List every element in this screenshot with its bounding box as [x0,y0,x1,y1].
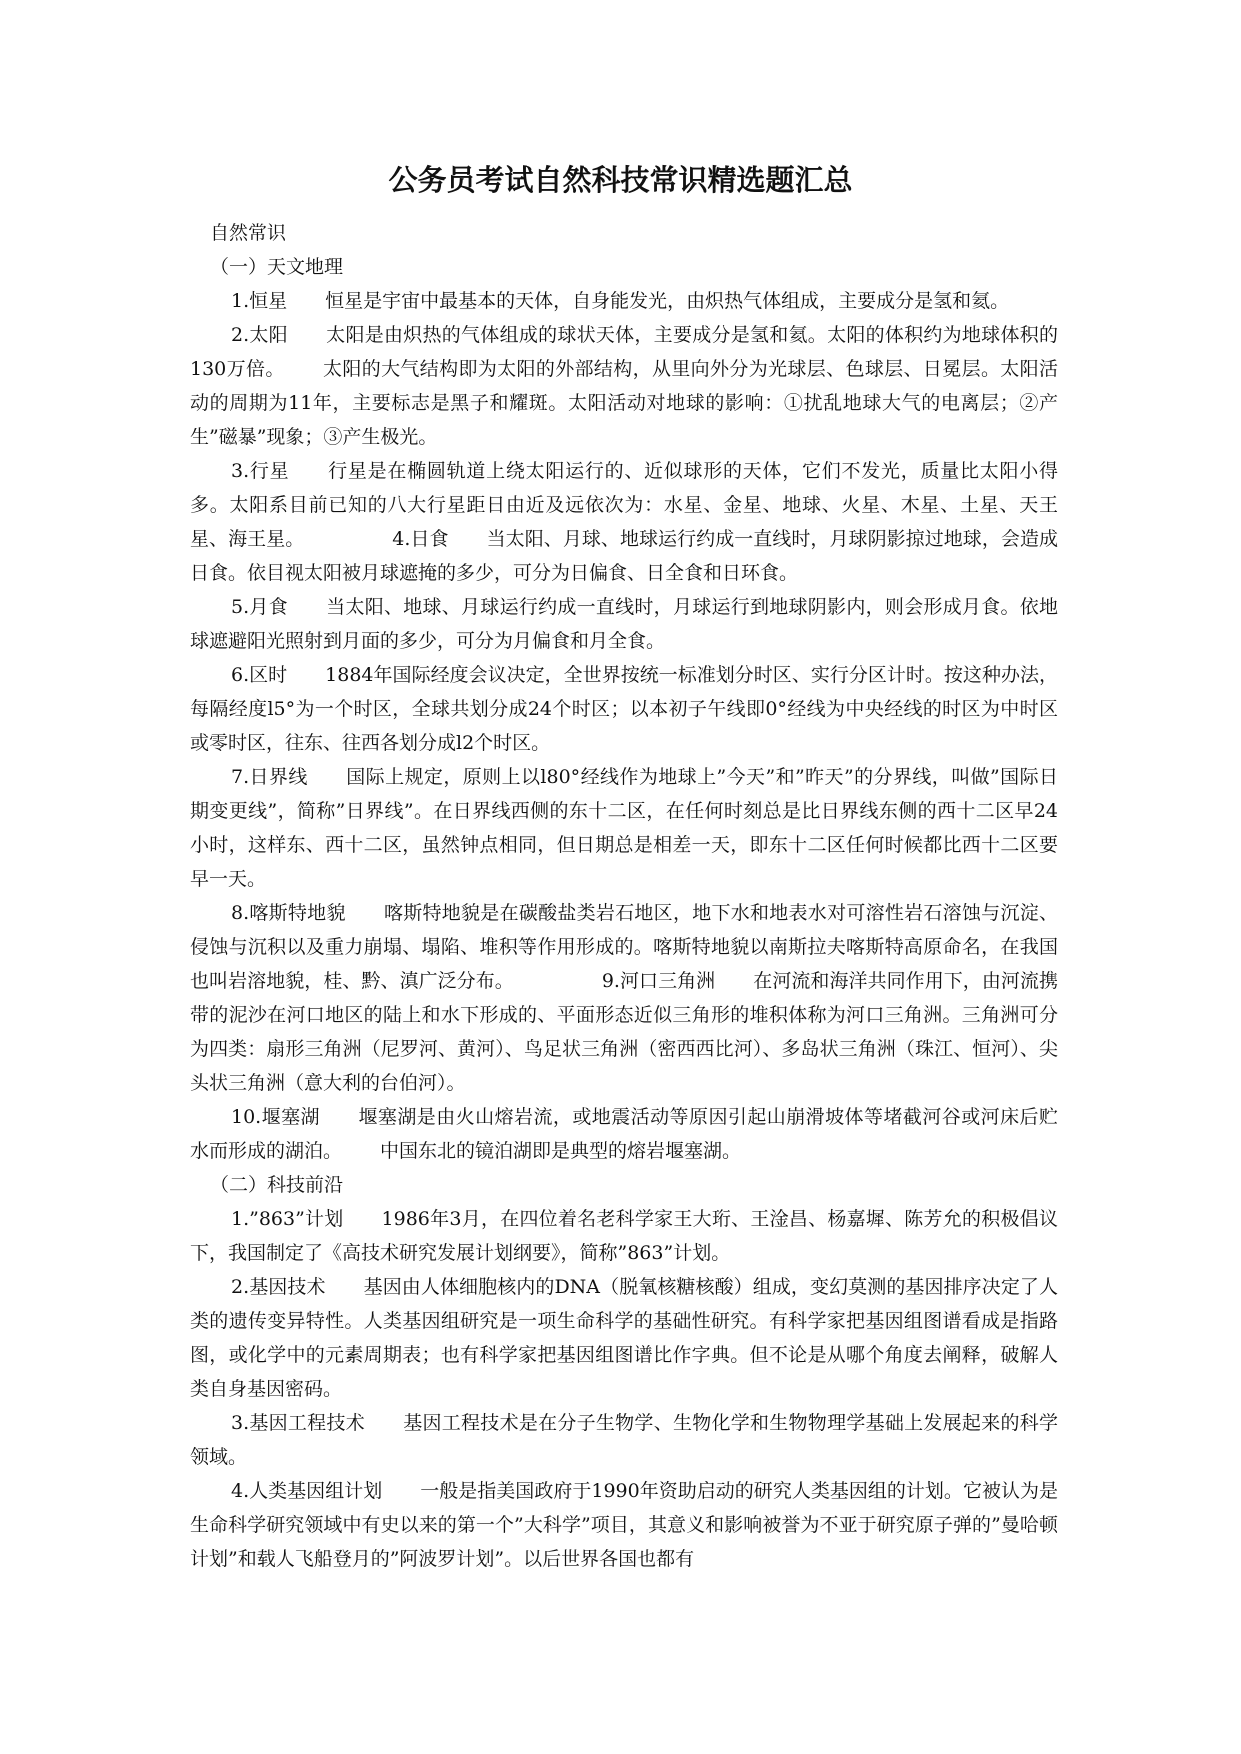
entry-paragraph [190,318,1058,454]
entry-head: 4.人类基因组计划 [231,1480,383,1502]
entry-text: 1884年国际经度会议决定，全世界按统一标准划分时区、实行分区计时。按这种办法，每隔经度l5°为一个时区，全球共划分成24个时区；以本初子午线即0°经线为中央经线的时区为中时区或零时区，往东、往西各划分成l2个时区。 [190,664,1058,754]
entry-text: 基因由人体细胞核内的DNA（脱氧核糖核酸）组成，变幻莫测的基因排序决定了人类的遗传变异特性。人类基因组研究是一项生命科学的基础性研究。有科学家把基因组图谱看成是指路图，或化学中的元素周期表；也有科学家把基因组图谱比作字典。但不论是从哪个角度去阐释，破解人类自身基因密码。 [190,1276,1058,1400]
entry-head: 8.喀斯特地貌 [231,902,346,924]
entry-head: 4.日食 [392,528,449,550]
entry-paragraph [190,1474,1058,1576]
entry-head: 10.堰塞湖 [231,1106,320,1128]
entry-head: 6.区时 [231,664,288,686]
entry-paragraph [190,896,1058,1100]
entry-text: 中国东北的镜泊湖即是典型的熔岩堰塞湖。 [380,1140,742,1162]
entry-text: 太阳的大气结构即为太阳的外部结构，从里向外分为光球层、色球层、日冕层。太阳活动的周期为11年，主要标志是黑子和耀斑。太阳活动对地球的影响：①扰乱地球大气的电离层；②产生”磁暴”现象；③产生极光。 [190,358,1058,448]
entry-paragraph [190,1100,1058,1168]
entry-head: 9.河口三角洲 [601,970,716,992]
entry-paragraph [190,1406,1058,1474]
entry-text: 喀斯特地貌是在碳酸盐类岩石地区，地下水和地表水对可溶性岩石溶蚀与沉淀、侵蚀与沉积以及重力崩塌、塌陷、堆积等作用形成的。喀斯特地貌以南斯拉夫喀斯特高原命名，在我国也叫岩溶地貌，桂、黔、滇广泛分布。 [190,902,1058,992]
entry-text: 堰塞湖是由火山熔岩流，或地震活动等原因引起山崩滑坡体等堵截河谷或河床后贮水而形成的湖泊。 [190,1106,1058,1162]
entry-paragraph [190,1270,1058,1406]
entry-head: 3.行星 [231,460,290,482]
entry-paragraph [190,1202,1058,1270]
entry-text: 一般是指美国政府于1990年资助启动的研究人类基因组的计划。它被认为是生命科学研究领域中有史以来的第一个”大科学”项目，其意义和影响被誉为不亚于研究原子弹的”曼哈顿计划”和载人飞船登月的”阿波罗计划”。以后世界各国也都有 [190,1480,1058,1570]
entry-text: 1986年3月，在四位着名老科学家王大珩、王淦昌、杨嘉墀、陈芳允的积极倡议下，我国制定了《高技术研究发展计划纲要》，简称”863”计划。 [190,1208,1058,1264]
entry-head: 1.”863”计划 [231,1208,344,1230]
entry-head: 2.太阳 [231,324,288,346]
entry-text: 太阳是由炽热的气体组成的球状天体，主要成分是氢和氦。太阳的体积约为地球体积的130万倍。 [190,324,1058,380]
entry-text: 当太阳、地球、月球运行约成一直线时，月球运行到地球阴影内，则会形成月食。依地球遮避阳光照射到月面的多少，可分为月偏食和月全食。 [190,596,1058,652]
entry-paragraph [190,454,1058,590]
entry-paragraph [190,590,1058,658]
entry-head: 5.月食 [231,596,288,618]
entry-paragraph [190,658,1058,760]
page-title: 公务员考试自然科技常识精选题汇总 [388,163,853,197]
entry-head: 7.日界线 [231,766,308,788]
subsection-heading: （一）天文地理 [210,256,344,278]
entry-paragraph [190,760,1058,896]
entry-text: 基因工程技术是在分子生物学、生物化学和生物物理学基础上发展起来的科学领域。 [190,1412,1058,1468]
document-body [190,216,1058,1576]
section-heading: 自然常识 [210,222,287,244]
entry-text: 恒星是宇宙中最基本的天体，自身能发光，由炽热气体组成，主要成分是氢和氦。 [325,290,1010,312]
subsection-heading: （二）科技前沿 [210,1174,344,1196]
entry-head: 2.基因技术 [231,1276,326,1298]
entry-text: 当太阳、月球、地球运行约成一直线时，月球阴影掠过地球，会造成日食。依目视太阳被月球遮掩的多少，可分为日偏食、日全食和日环食。 [190,528,1058,584]
entry-text: 在河流和海洋共同作用下，由河流携带的泥沙在河口地区的陆上和水下形成的、平面形态近似三角形的堆积体称为河口三角洲。三角洲可分为四类：扇形三角洲（尼罗河、黄河）、鸟足状三角洲（密西西比河）、多岛状三角洲（珠江、恒河）、尖头状三角洲（意大利的台伯河）。 [190,970,1058,1094]
entry-head: 1.恒星 [231,290,288,312]
entry-paragraph [190,284,1058,318]
entry-text: 行星是在椭圆轨道上绕太阳运行的、近似球形的天体，它们不发光，质量比太阳小得多。太阳系目前已知的八大行星距日由近及远依次为：水星、金星、地球、火星、木星、土星、天王星、海王星。 [190,460,1058,550]
entry-text: 国际上规定，原则上以l80°经线作为地球上”今天”和”昨天”的分界线，叫做”国际日期变更线”，简称”日界线”。在日界线西侧的东十二区，在任何时刻总是比日界线东侧的西十二区早24小时，这样东、西十二区，虽然钟点相同，但日期总是相差一天，即东十二区任何时候都比西十二区要早一天。 [190,766,1058,890]
entry-head: 3.基因工程技术 [231,1412,365,1434]
